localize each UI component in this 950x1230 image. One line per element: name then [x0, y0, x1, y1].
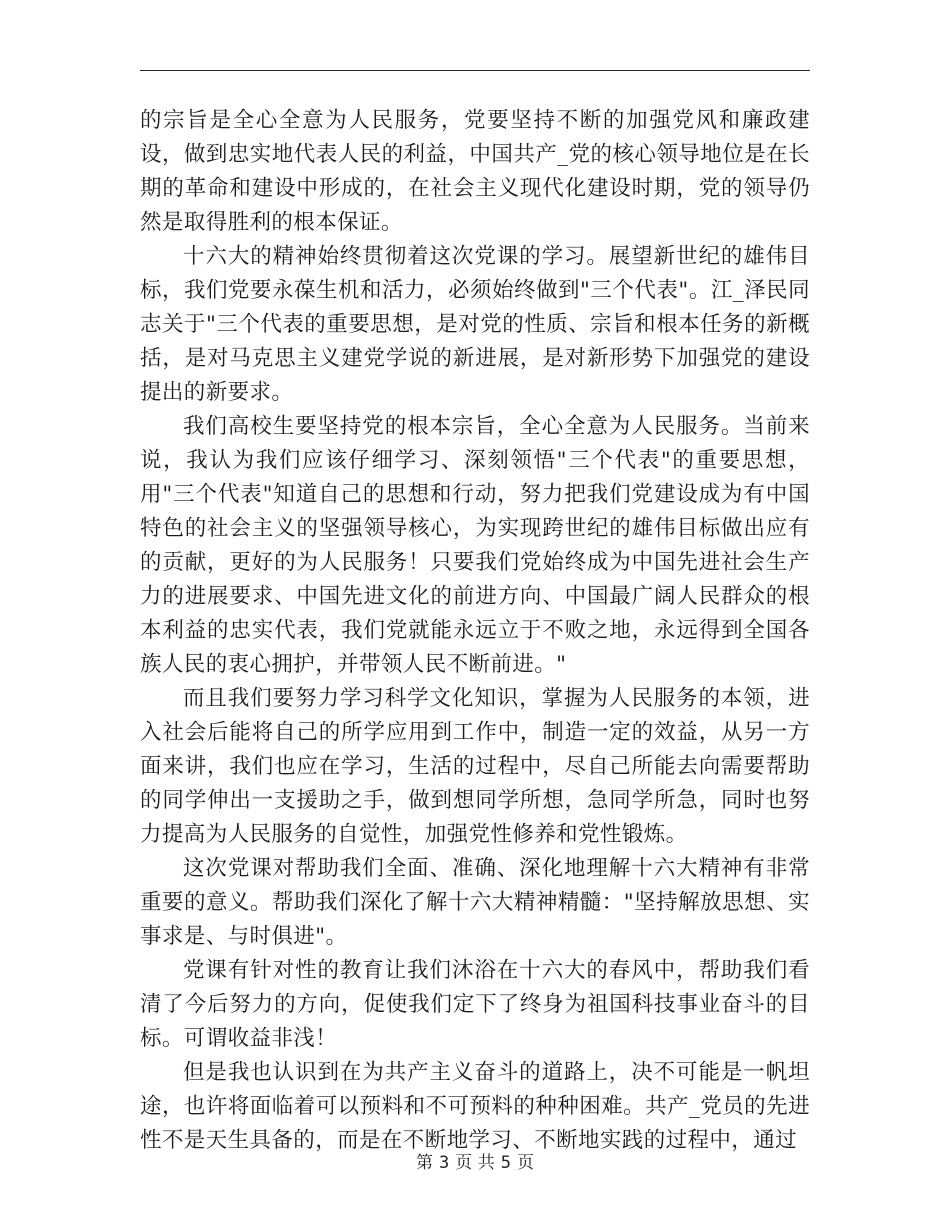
paragraph: 我们高校生要坚持党的根本宗旨，全心全意为人民服务。当前来说，我认为我们应该仔细学习、深刻领悟"三个代表"的重要思想，用"三个代表"知道自己的思想和行动，努力把我们党建设成为有中国特色的社会主义的坚强领导核心，为实现跨世纪的雄伟目标做出应有的贡献，更好的为人民服务！只要我们党始终成为中国先进社会生产力的进展要求、中国先进文化的前进方向、中国最广阔人民群众的根本利益的忠实代表，我们党就能永远立于不败之地，永远得到全国各族人民的衷心拥护，并带领人民不断前进。": [140, 414, 810, 677]
header-rule: [140, 70, 810, 71]
page-footer: [0, 1151, 950, 1175]
paragraph: 的宗旨是全心全意为人民服务，党要坚持不断的加强党风和廉政建设，做到忠实地代表人民的利益，中国共产_党的核心领导地位是在长期的革命和建设中形成的，在社会主义现代化建设时期，党的领导仍然是取得胜利的根本保证。: [140, 108, 810, 235]
paragraph: 但是我也认识到在为共产主义奋斗的道路上，决不可能是一帆坦途，也许将面临着可以预料和不可预料的种种困难。共产_党员的先进性不是天生具备的，而是在不断地学习、不断地实践的过程中，通过: [140, 1060, 810, 1153]
paragraph: 党课有针对性的教育让我们沐浴在十六大的春风中，帮助我们看清了今后努力的方向，促使我们定下了终身为祖国科技事业奋斗的目标。可谓收益非浅！: [140, 958, 810, 1051]
document-body: [140, 104, 810, 1158]
footer-prefix: 第: [416, 1153, 434, 1173]
paragraph: 这次党课对帮助我们全面、准确、深化地理解十六大精神有非常重要的意义。帮助我们深化了解十六大精神精髓："坚持解放思想、实事求是、与时俱进"。: [140, 856, 810, 949]
total-pages-number: 5: [500, 1153, 511, 1173]
current-page-number: 3: [439, 1153, 450, 1173]
paragraph: 十六大的精神始终贯彻着这次党课的学习。展望新世纪的雄伟目标，我们党要永葆生机和活力，必须始终做到"三个代表"。江_泽民同志关于"三个代表的重要思想，是对党的性质、宗旨和根本任务的新概括，是对马克思主义建党学说的新进展，是对新形势下加强党的建设提出的新要求。: [140, 244, 810, 405]
paragraph: 而且我们要努力学习科学文化知识，掌握为人民服务的本领，进入社会后能将自己的所学应用到工作中，制造一定的效益，从另一方面来讲，我们也应在学习，生活的过程中，尽自己所能去向需要帮助的同学伸出一支援助之手，做到想同学所想，急同学所急，同时也努力提高为人民服务的自觉性，加强党性修养和党性锻炼。: [140, 686, 810, 847]
footer-suffix: 页: [516, 1153, 534, 1173]
footer-middle: 页 共: [455, 1153, 495, 1173]
